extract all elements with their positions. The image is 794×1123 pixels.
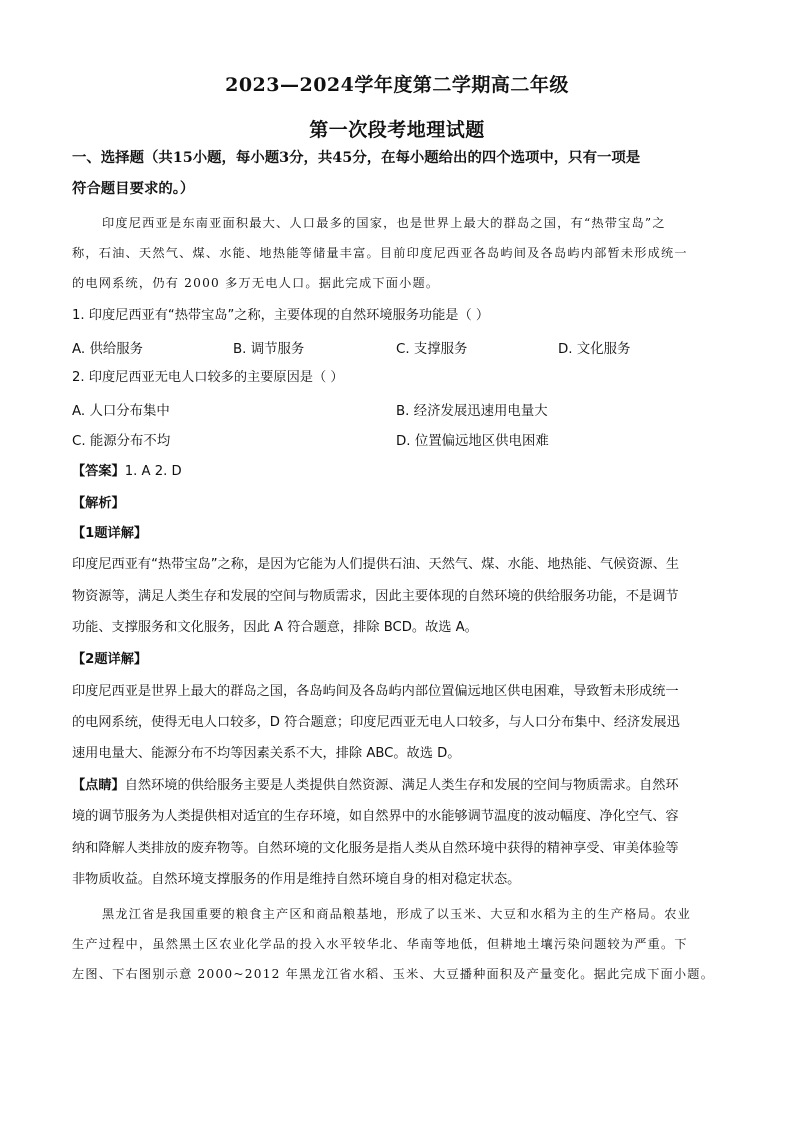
detail-line: 功能、支撑服务和文化服务，因此 A 符合题意，排除 BCD。故选 A。	[72, 620, 478, 635]
detail-line: 的电网系统，使得无电人口较多，D 符合题意；印度尼西亚无电人口较多，与人口分布集中、经济发展迅	[72, 715, 680, 730]
section-header-cont: 符合题目要求的。）	[72, 180, 195, 197]
analysis-label: 【解析】	[72, 496, 125, 511]
q1-detail-label: 【1题详解】	[72, 526, 148, 541]
comment-line: 境的调节服务为人类提供相对适宜的生存环境，如自然界中的水能够调节温度的波动幅度、净化空气、容	[72, 809, 679, 824]
passage-line: 称，石油、天然气、煤、水能、地热能等储量丰富。目前印度尼西亚各岛屿间及各岛屿内部暂未形成统一	[72, 246, 688, 260]
question-stem: 2. 印度尼西亚无电人口较多的主要原因是（ ）	[72, 370, 344, 385]
comment-line	[72, 776, 722, 796]
detail-line: 速用电量大、能源分布不均等因素关系不大，排除 ABC。故选 D。	[72, 746, 461, 761]
section-header: 一、选择题（共15小题，每小题3分，共45分，在每小题给出的四个选项中，只有一项是	[72, 149, 641, 166]
option-c: C. 支撑服务	[396, 342, 468, 357]
question-stem: 1. 印度尼西亚有“热带宝岛”之称，主要体现的自然环境服务功能是（ ）	[72, 308, 490, 323]
passage-line: 的电网系统，仍有 2000 多万无电人口。据此完成下面小题。	[72, 276, 440, 290]
comment-text: 自然环境的供给服务主要是人类提供自然资源、满足人类生存和发展的空间与物质需求。自然环	[124, 778, 679, 793]
comment-line: 非物质收益。自然环境支撑服务的作用是维持自然环境自身的相对稳定状态。	[72, 872, 521, 887]
answer-label: 【答案】	[72, 464, 125, 479]
detail-line: 物资源等，满足人类生存和发展的空间与物质需求，因此主要体现的自然环境的供给服务功能，不是调节	[72, 589, 679, 604]
option-a: A. 供给服务	[72, 342, 143, 357]
q2-detail-label: 【2题详解】	[72, 652, 148, 667]
option-b: B. 调节服务	[233, 342, 305, 357]
passage-line: 左图、下右图别示意 2000~2012 年黑龙江省水稻、玉米、大豆播种面积及产量变化。据此完成下面小题。	[72, 967, 715, 981]
passage-line: 印度尼西亚是东南亚面积最大、人口最多的国家，也是世界上最大的群岛之国，有“热带宝岛”之	[102, 216, 666, 230]
answer-text: 1. A 2. D	[124, 464, 182, 479]
option-c: C. 能源分布不均	[72, 434, 171, 449]
detail-line: 印度尼西亚有“热带宝岛”之称，是因为它能为人们提供石油、天然气、煤、水能、地热能、气候资源、生	[72, 557, 680, 572]
option-b: B. 经济发展迅速用电量大	[396, 404, 548, 419]
comment-line: 纳和降解人类排放的废弃物等。自然环境的文化服务是指人类从自然环境中获得的精神享受、审美体验等	[72, 841, 679, 856]
comment-label: 【点睛】	[72, 778, 125, 793]
exam-title: 2023—2024学年度第二学期高二年级	[225, 74, 569, 96]
passage-line: 黑龙江省是我国重要的粮食主产区和商品粮基地，形成了以玉米、大豆和水稻为主的生产格局。农业	[102, 907, 692, 921]
passage-line: 生产过程中，虽然黑土区农业化学品的投入水平较华北、华南等地低，但耕地土壤污染问题较为严重。下	[72, 937, 688, 951]
answer-line	[72, 462, 722, 482]
detail-line: 印度尼西亚是世界上最大的群岛之国，各岛屿间及各岛屿内部位置偏远地区供电困难，导致暂未形成统一	[72, 684, 679, 699]
option-d: D. 文化服务	[558, 342, 631, 357]
exam-subtitle: 第一次段考地理试题	[309, 119, 485, 141]
option-a: A. 人口分布集中	[72, 404, 170, 419]
option-d: D. 位置偏远地区供电困难	[396, 434, 549, 449]
